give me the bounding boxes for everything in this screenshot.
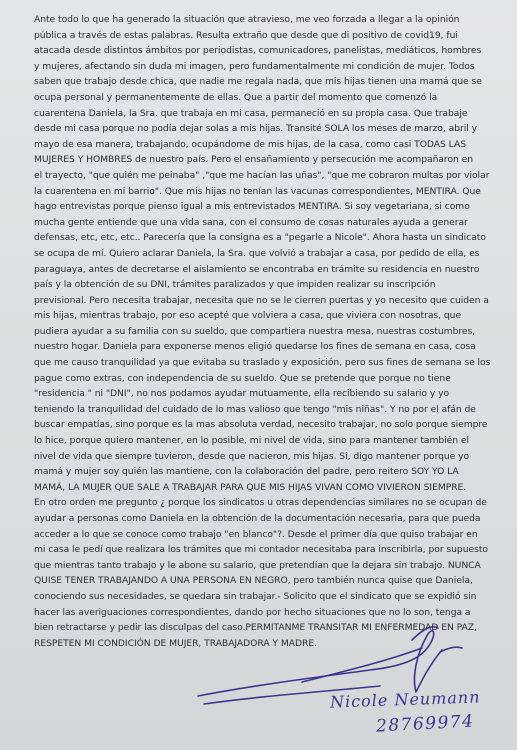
letter-line: que mientras tanto trabajo y le abone su salario, que pretendían que la dejara sin trabajo. NUNCA — [34, 559, 481, 571]
letter-line: mayo de esa manera, trabajando, ocupándome de mis hijas, de la casa, como casi TODAS LAS — [34, 138, 466, 150]
letter-line: QUISE TENER TRABAJANDO A UNA PERSONA EN NEGRO, pero también nunca quise que Daniela, — [34, 575, 473, 587]
letter-line: mis hijas, mientras trabajo, por eso acepté que volviera a casa, que viviera con nosotras, que — [34, 310, 462, 322]
handwritten-signature — [190, 600, 510, 750]
letter-line: MAMÁ, LA MUJER QUE SALE A TRABAJAR PARA QUE MIS HIJAS VIVAN COMO VIVIERON SIEMPRE. — [34, 481, 467, 493]
letter-line: desde mi casa porque no podía dejar solas a mis hijas. Transité SOLA los meses de marzo, abril y — [34, 123, 477, 135]
letter-line: nivel de vida que siempre tuvieron, desde que nacieron, mis hijas. Si, digo mantener porque yo — [34, 450, 470, 462]
letter-line: buscar empatías, sino porque es la mas absoluta verdad, necesito trabajar, no solo porque siempre — [34, 419, 488, 431]
letter-line: la cuarentena en mi barrio". Que mis hijas no tenían las vacunas correspondientes, MENTIRA. Que — [34, 185, 481, 197]
letter-line: paraguaya, antes de decretarse el aislamiento se encontraba en trámite su residencia en nuestro — [34, 263, 480, 275]
letter-line: "residencia " ni "DNI", no nos podamos ayudar mutuamente, ella recibiendo su salario y yo — [34, 388, 450, 400]
letter-line: y mujeres, afectando sin duda mi imagen, pero fundamentalmente mi condición de mujer. Todos — [34, 60, 475, 72]
letter-line: mucha gente entiende que una vida sana, con el consumo de cosas naturales ayuda a generar — [34, 216, 468, 228]
letter-line: teniendo la tranquilidad del cuidado de lo mas valioso que tengo "mis niñas". Y no por el afán de — [34, 403, 476, 415]
letter-line: hacer las averiguaciones correspondientes, dando por hecho situaciones que no lo son, tenga a — [34, 606, 471, 618]
letter-line: lo hice, porque quiero mantener, en lo posible, mi nivel de vida, sino para mantener también el — [34, 435, 469, 447]
letter-line: defensas, etc, etc, etc.. Parecería que la consigna es a "pegarle a Nicole". Ahora hasta un sindicato — [34, 232, 486, 244]
letter-line: bien retractarse y pedir las disculpas del caso.PERMITANME TRANSITAR MI ENFERMEDAD EN PAZ, — [34, 622, 477, 634]
letter-line: pudiera ayudar a su familia con su sueldo, que compartiera nuestra mesa, nuestras costumbres, — [34, 325, 476, 337]
letter-line: país y la obtención de su DNI, trámites paralizados y que impiden realizar su inscripción — [34, 279, 436, 291]
letter-line: pague como extras, con independencia de su sueldo. Que se pretende que porque no tiene — [34, 372, 451, 384]
signature-dni: 28769974 — [375, 711, 475, 737]
letter-line: Ante todo lo que ha generado la situación que atravieso, me veo forzada a llegar a la opinión — [34, 14, 460, 25]
letter-line: nuestro hogar. Daniela para exponerse menos eligió quedarse los fines de semana en casa, cosa — [34, 341, 476, 353]
letter-line: cuarentena Daniela, la Sra. que trabaja en mi casa, permaneció en su propia casa. Que trabaje — [34, 107, 468, 119]
letter-line: MUJERES Y HOMBRES de nuestro país. Pero el ensañamiento y persecución me acompañaron en — [34, 154, 474, 166]
letter-line: saben que trabajo desde chica, que nadie me regala nada, que mis hijas tienen una mamá que se — [34, 76, 482, 88]
letter-line: ocupa personal y permanentemente de ellas. Que a partir del momento que comenzó la — [34, 91, 438, 103]
letter-line: se ocupa de mí. Quiero aclarar Daniela, la Sra. que volvió a trabajar a casa, por pedido de ella, es — [34, 247, 480, 259]
signature-name: Nicole Neumann — [329, 687, 481, 712]
letter-line: conociendo sus necesidades, se quedara sin trabajar.- Solicito que el sindicato que se expidió sin — [34, 590, 477, 602]
letter-line: ayudar a personas como Daniela en la obtención de la documentación necesaria, para que pueda — [34, 513, 481, 524]
letter-line: el trayecto, "que quién me peinaba" ,"que me hacían las uñas", "que me cobraron multas por violar — [34, 169, 490, 181]
letter-line: pública a través de estas palabras. Resulta extraño que desde que di positivo de covid19, fui — [34, 29, 458, 41]
letter-line: atacada desde distintos ámbitos por periodistas, comunicadores, panelistas, mediáticos, hombres — [34, 45, 482, 57]
letter-line: acceder a lo que se conoce como trabajo "en blanco"?. Desde el primer día que quiso trabajar en — [34, 528, 478, 540]
letter-line: RESPETEN MI CONDICIÓN DE MUJER, TRABAJADORA Y MADRE. — [34, 637, 317, 649]
letter-line: que me causo tranquilidad ya que evitaba su traslado y exposición, pero sus fines de semana se los — [34, 357, 491, 369]
letter-line: mi casa le pedí que realizara los trámites que mi contador necesitaba para inscribirla, por supuesto — [34, 544, 488, 556]
letter-line: En otro orden me pregunto ¿ porque los sindicatos u otras dependencias similares no se ocupan de — [34, 497, 487, 509]
letter-line: hago entrevistas porque pienso igual a mis entrevistados MENTIRA. Si soy vegetariana, si como — [34, 201, 470, 213]
letter-line: mamá y mujer soy quién las mantiene, con la colaboración del padre, pero reitero SOY YO LA — [34, 466, 459, 478]
letter-line: previsional. Pero necesita trabajar, necesita que no se le cierren puertas y yo necesito que cuiden a — [34, 294, 489, 306]
letter-body — [34, 12, 500, 651]
